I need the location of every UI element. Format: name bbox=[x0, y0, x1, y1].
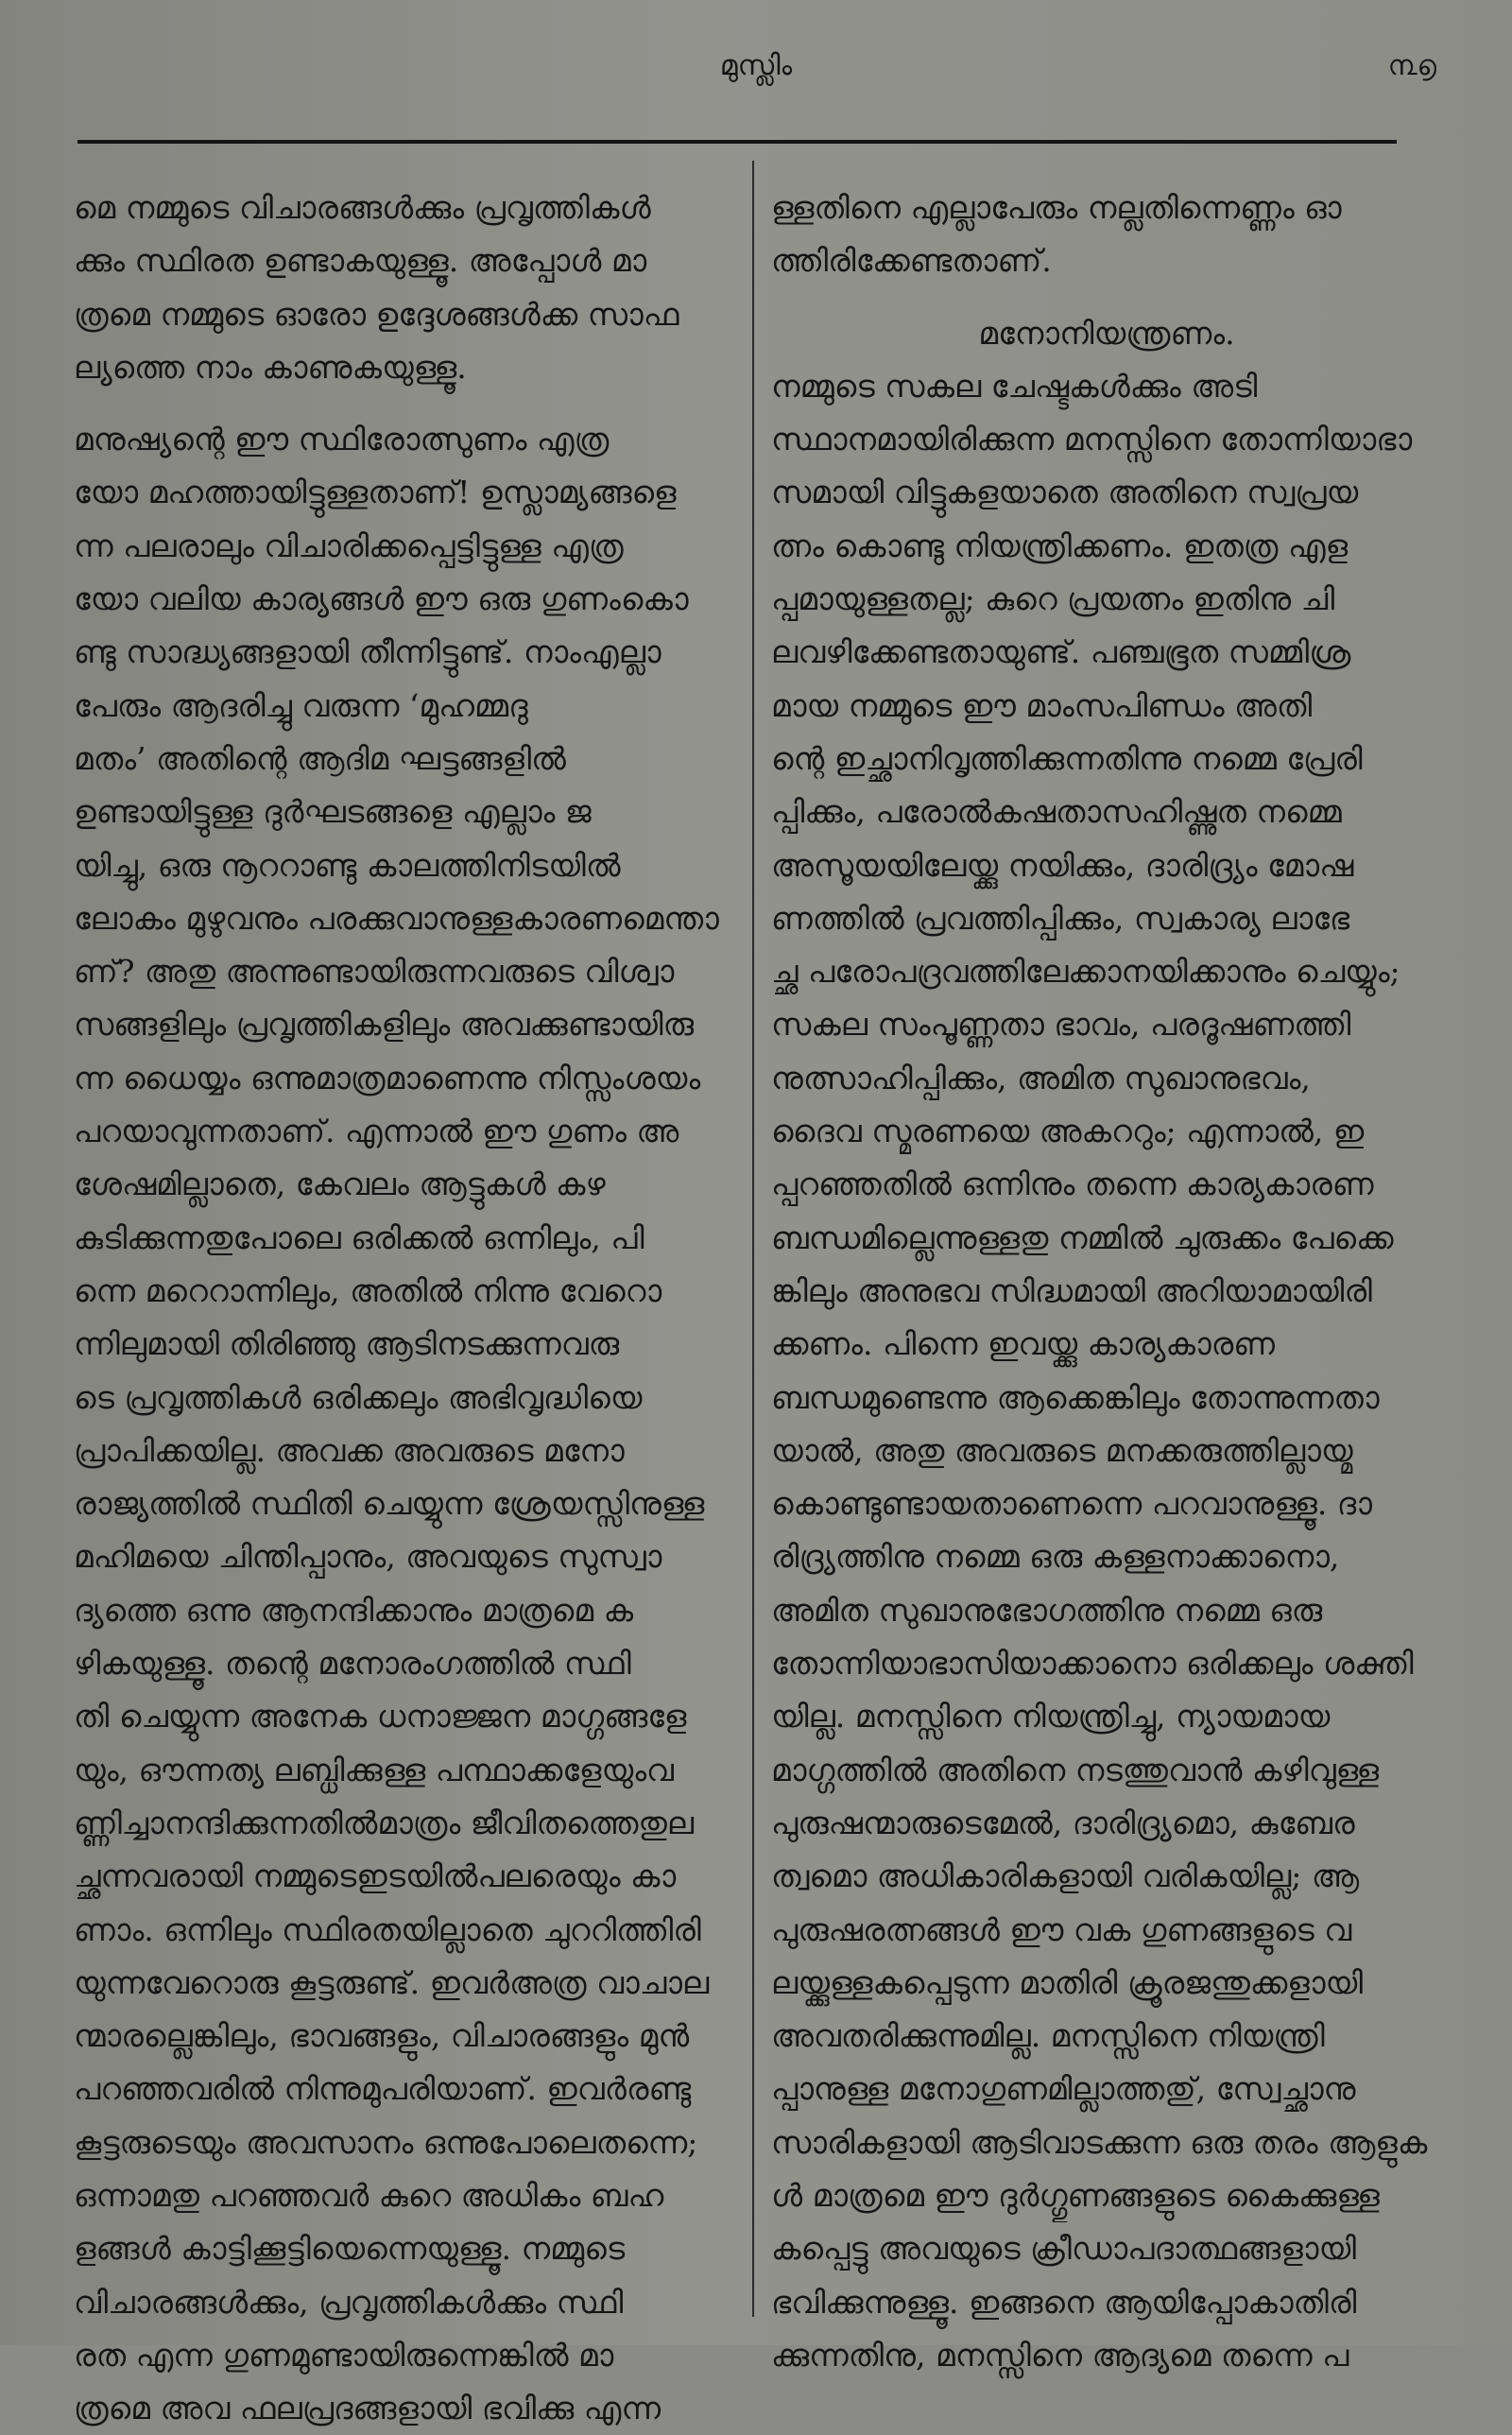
text-line: ണ്ണിച്ചാനന്ദിക്കുന്നതിൽമാത്രം ജീവിതത്തെതുല bbox=[74, 1804, 695, 1841]
right-column bbox=[771, 181, 1442, 2382]
column-divider bbox=[752, 161, 754, 2317]
text-line: രത എന്ന ഗുണമുണ്ടായിരുന്നെങ്കിൽ മാ bbox=[74, 2336, 614, 2374]
text-line: പ്പാനുള്ള മനോഗുണമില്ലാത്തതു്, സ്വേച്ഛാനു bbox=[771, 2070, 1356, 2108]
text-line: പ്പറഞ്ഞതിൽ ഒന്നിനും തന്നെ കാര്യകാരണ bbox=[771, 1166, 1374, 1203]
text-line: ത്രമെ അവ ഫലപ്രദങ്ങളായി ഭവിക്കു എന്ന bbox=[74, 2390, 662, 2427]
text-line: സമായി വിട്ടുകളയാതെ അതിനെ സ്വപ്രയ bbox=[771, 474, 1359, 511]
text-line: ല്യത്തെ നാം കാണുകയുള്ളൂ. bbox=[74, 348, 467, 386]
text-line: ന്റെ ഇച്ഛാനിവൃത്തിക്കുന്നതിന്നു നമ്മെ പ്രേരി bbox=[771, 739, 1363, 777]
text-line: ങ്കിലും അനുഭവ സിദ്ധമായി അറിയാമായിരി bbox=[771, 1271, 1372, 1309]
text-line: പ്പിക്കും, പരോൽകഷതാസഹിഷ്ണുത നമ്മെ bbox=[771, 793, 1342, 831]
text-line: യിച്ചു, ഒരു നൂററാണ്ടു കാലത്തിനിടയിൽ bbox=[74, 846, 621, 884]
text-line: സ്ഥാനമായിരിക്കുന്ന മനസ്സിനെ തോന്നിയാഭാ bbox=[771, 421, 1413, 458]
text-line: ശേഷമില്ലാതെ, കേവലം ആട്ടുകൾ കഴ bbox=[74, 1166, 606, 1203]
text-line: അസൂയയിലേയ്ക്കു നയിക്കും, ദാരിദ്ര്യം മോഷ bbox=[771, 846, 1354, 884]
running-title: മുസ്ലിം bbox=[719, 49, 793, 82]
text-line: സങ്ങളിലും പ്രവൃത്തികളിലും അവക്കുണ്ടായിരു bbox=[74, 1006, 695, 1044]
text-line: പ്പമായുള്ളതല്ല; കുറെ പ്രയത്നം ഇതിനു ചി bbox=[771, 580, 1335, 618]
text-line: ത്നം കൊണ്ടു നിയന്ത്രിക്കണം. ഇതത്ര എള bbox=[771, 527, 1349, 564]
text-line: യില്ല. മനസ്സിനെ നിയന്ത്രിച്ചു, ന്യായമായ bbox=[771, 1698, 1331, 1736]
text-line: നുത്സാഹിപ്പിക്കും, അമിത സുഖാനുഭവം, bbox=[771, 1059, 1311, 1097]
paragraph bbox=[74, 413, 735, 2435]
text-line: സകല സംപൂണ്ണതാ ഭാവം, പരദൂഷണത്തി bbox=[771, 1006, 1351, 1044]
text-line: അമിത സുഖാനുഭോഗത്തിനു നമ്മെ ഒരു bbox=[771, 1591, 1323, 1629]
text-line: മനുഷ്യന്റെ ഈ സ്ഥിരോത്സുണം എത്ര bbox=[74, 421, 610, 458]
text-line: കുടിക്കുന്നതുപോലെ ഒരിക്കൽ ഒന്നിലും, പി bbox=[74, 1218, 644, 1256]
text-line: കപ്പെട്ടു അവയുടെ ക്രീഡാപദാത്ഥങ്ങളായി bbox=[771, 2230, 1357, 2268]
text-line: ത്വമൊ അധികാരികളായി വരികയില്ല; ആ bbox=[771, 1857, 1360, 1895]
text-line: തോന്നിയാഭാസിയാക്കാനൊ ഒരിക്കലും ശക്തി bbox=[771, 1645, 1414, 1683]
paragraph bbox=[771, 181, 1442, 288]
text-line: ൾ മാത്രമെ ഈ ദുർഗ്ഗുണങ്ങളുടെ കൈക്കുള്ള bbox=[771, 2176, 1380, 2214]
text-line: ത്രമെ നമ്മുടെ ഓരോ ഉദ്ദേശങ്ങൾക്ക സാഫ bbox=[74, 295, 679, 333]
text-line: യോ മഹത്തായിട്ടുള്ളതാണ്! ഉസ്ലാമ്യങ്ങളെ bbox=[74, 474, 677, 511]
text-line: ദ്യത്തെ ഒന്നു ആനന്ദിക്കാനും മാത്രമെ ക bbox=[74, 1591, 634, 1629]
text-line: പേരും ആദരിച്ചു വരുന്ന ‘മുഹമ്മദു bbox=[74, 686, 528, 724]
text-line: ലവഴിക്കേണ്ടതായുണ്ട്. പഞ്ചഭൂത സമ്മിശ്ര bbox=[771, 633, 1351, 671]
text-line: പറഞ്ഞവരിൽ നിന്നുമുപരിയാണ്. ഇവർരണ്ടു bbox=[74, 2070, 692, 2108]
text-line: ച്ഛന്നവരായി നമ്മുടെഇടയിൽപലരെയും കാ bbox=[74, 1857, 677, 1895]
text-line: അവതരിക്കുന്നുമില്ല. മനസ്സിനെ നിയന്ത്രി bbox=[771, 2017, 1325, 2055]
text-line: ടെ പ്രവൃത്തികൾ ഒരിക്കലും അഭിവൃദ്ധിയെ bbox=[74, 1378, 643, 1416]
text-line: മാഗ്ഗത്തിൽ അതിനെ നടത്തുവാൻ കഴിവുള്ള bbox=[771, 1751, 1380, 1788]
text-line: ത്തിരിക്കേണ്ടതാണ്. bbox=[771, 242, 1052, 280]
text-line: മെ നമ്മുടെ വിചാരങ്ങൾക്കും പ്രവൃത്തികൾ bbox=[74, 189, 651, 226]
text-line: ലയ്ക്കുള്ളകപ്പെടുന്ന മാതിരി ക്രൂരജന്തുക്കളായി bbox=[771, 1963, 1364, 2001]
text-line: ണ്ടു സാദ്ധ്യങ്ങളായി തീന്നിട്ടുണ്ട്. നാംഎല്ലാ bbox=[74, 633, 662, 671]
header-rule bbox=[77, 140, 1397, 144]
text-line: ന്മാരല്ലെങ്കിലും, ഭാവങ്ങളും, വിചാരങ്ങളും മുൻ bbox=[74, 2017, 690, 2055]
text-line: ന്നെ മറെറാന്നിലും, അതിൽ നിന്നു വേറൊ bbox=[74, 1271, 662, 1309]
text-line: മായ നമ്മുടെ ഈ മാംസപിണ്ഡം അതി bbox=[771, 686, 1313, 724]
text-line: ന്ന പലരാലും വിചാരിക്കപ്പെട്ടിട്ടുള്ള എത്ര bbox=[74, 527, 624, 564]
page-header bbox=[76, 45, 1436, 102]
section-heading: മനോനിയന്ത്രണം. bbox=[978, 314, 1235, 352]
text-line: യോ വലിയ കാര്യങ്ങൾ ഈ ഒരു ഗുണംകൊ bbox=[74, 580, 689, 618]
text-line: കൊണ്ടുണ്ടായതാണെന്നെ പറവാനുള്ളൂ. ദാ bbox=[771, 1485, 1372, 1523]
text-line: ക്കും സ്ഥിരത ഉണ്ടാകയുള്ളൂ. അപ്പോൾ മാ bbox=[74, 242, 647, 280]
text-line: ള്ളതിനെ എല്ലാപേരും നല്ലതിന്നെണ്ണം ഓ bbox=[771, 189, 1342, 226]
text-line: ച്ഛ പരോപദ്രവത്തിലേക്കാനയിക്കാനും ചെയ്യും; bbox=[771, 953, 1400, 991]
text-line: പുരുഷരത്നങ്ങൾ ഈ വക ഗുണങ്ങളുടെ വ bbox=[771, 1910, 1352, 1948]
text-line: ഉണ്ടായിട്ടുള്ള ദുർഘടങ്ങളെ എല്ലാം ജ bbox=[74, 793, 592, 831]
text-line: വിചാരങ്ങൾക്കും, പ്രവൃത്തികൾക്കും സ്ഥി bbox=[74, 2283, 624, 2321]
text-line: രാജ്യത്തിൽ സ്ഥിതി ചെയ്യുന്ന ശ്രേയസ്സിനുള്ള bbox=[74, 1485, 705, 1523]
text-line: ണത്തിൽ പ്രവത്തിപ്പിക്കും, സ്വകാര്യ ലാഭേ bbox=[771, 899, 1350, 937]
text-line: കൂട്ടരുടെയും അവസാനം ഒന്നുപോലെതന്നെ; bbox=[74, 2123, 698, 2161]
text-line: ക്കണം. പിന്നെ ഇവയ്ക്കു കാര്യകാരണ bbox=[771, 1325, 1276, 1363]
text-line: ലോകം മുഴുവനും പരക്കുവാനുള്ളകാരണമെന്താ bbox=[74, 899, 719, 937]
text-line: ഴികയുള്ളൂ. തന്റെ മനോരംഗത്തിൽ സ്ഥി bbox=[74, 1645, 631, 1683]
text-line: സാരികളായി ആടിവാടക്കുന്ന ഒരു തരം ആളുക bbox=[771, 2123, 1428, 2161]
page-number: ൩൭ bbox=[1387, 49, 1436, 82]
text-line: പ്രാപിക്കയില്ല. അവക്ക അവരുടെ മനോ bbox=[74, 1431, 625, 1469]
text-line: തി ചെയ്യുന്ന അനേക ധനാജ്ജന മാഗ്ഗങ്ങളേ bbox=[74, 1698, 687, 1736]
text-line: പുരുഷന്മാരുടെമേൽ, ദാരിദ്ര്യമൊ, കുബേര bbox=[771, 1804, 1355, 1841]
text-line: പറയാവുന്നതാണ്. എന്നാൽ ഈ ഗുണം അ bbox=[74, 1113, 679, 1150]
text-line: മതം’ അതിന്റെ ആദിമ ഘട്ടങ്ങളിൽ bbox=[74, 739, 566, 777]
text-line: ബന്ധമുണ്ടെന്നു ആക്കെങ്കിലും തോന്നുന്നതാ bbox=[771, 1378, 1380, 1416]
text-line: ബന്ധമില്ലെന്നുള്ളതു നമ്മിൽ ചുരുക്കം പേക്കെ bbox=[771, 1218, 1394, 1256]
paragraph bbox=[771, 360, 1442, 2382]
text-line: ദൈവ സ്മരണയെ അകററും; എന്നാൽ, ഇ bbox=[771, 1113, 1365, 1150]
left-column bbox=[74, 181, 735, 2435]
text-line: ണാം. ഒന്നിലും സ്ഥിരതയില്ലാതെ ചുററിത്തിരി bbox=[74, 1910, 701, 1948]
text-line: യാൽ, അതു അവരുടെ മനക്കരുത്തില്ലായ്മ bbox=[771, 1431, 1353, 1469]
text-line: രിദ്ര്യത്തിനു നമ്മെ ഒരു കള്ളനാക്കാനൊ, bbox=[771, 1538, 1340, 1576]
text-line: ന്നിലുമായി തിരിഞ്ഞു ആടിനടക്കുന്നവരു bbox=[74, 1325, 620, 1363]
text-line: മഹിമയെ ചിന്തിപ്പാനും, അവയുടെ സുസ്വാ bbox=[74, 1538, 662, 1576]
text-line: ന്ന ധൈയ്യം ഒന്നുമാത്രമാണെന്നു നിസ്സംശയം bbox=[74, 1059, 701, 1097]
paragraph bbox=[74, 181, 735, 394]
text-line: ഒന്നാമതു പറഞ്ഞവർ കുറെ അധികം ബഹ bbox=[74, 2176, 664, 2214]
text-line: ളങ്ങൾ കാട്ടിക്കൂട്ടിയെന്നെയുള്ളൂ. നമ്മുടെ bbox=[74, 2230, 626, 2268]
text-line: ക്കുന്നതിനു, മനസ്സിനെ ആദ്യമെ തന്നെ പ bbox=[771, 2336, 1349, 2374]
text-line: ഭവിക്കുന്നുള്ളൂ. ഇങ്ങനെ ആയിപ്പോകാതിരി bbox=[771, 2283, 1357, 2321]
text-line: ണ്? അതു അന്നുണ്ടായിരുന്നവരുടെ വിശ്വാ bbox=[74, 953, 675, 991]
text-line: യും, ഔന്നത്യ ലബ്ധിക്കുള്ള പന്ഥാക്കളേയുംവ bbox=[74, 1751, 675, 1788]
text-line: നമ്മുടെ സകല ചേഷ്ടകൾക്കും അടി bbox=[771, 367, 1258, 405]
text-line: യുന്നവേറൊരു കൂട്ടരുണ്ട്. ഇവർഅത്ര വാചാല bbox=[74, 1963, 710, 2001]
